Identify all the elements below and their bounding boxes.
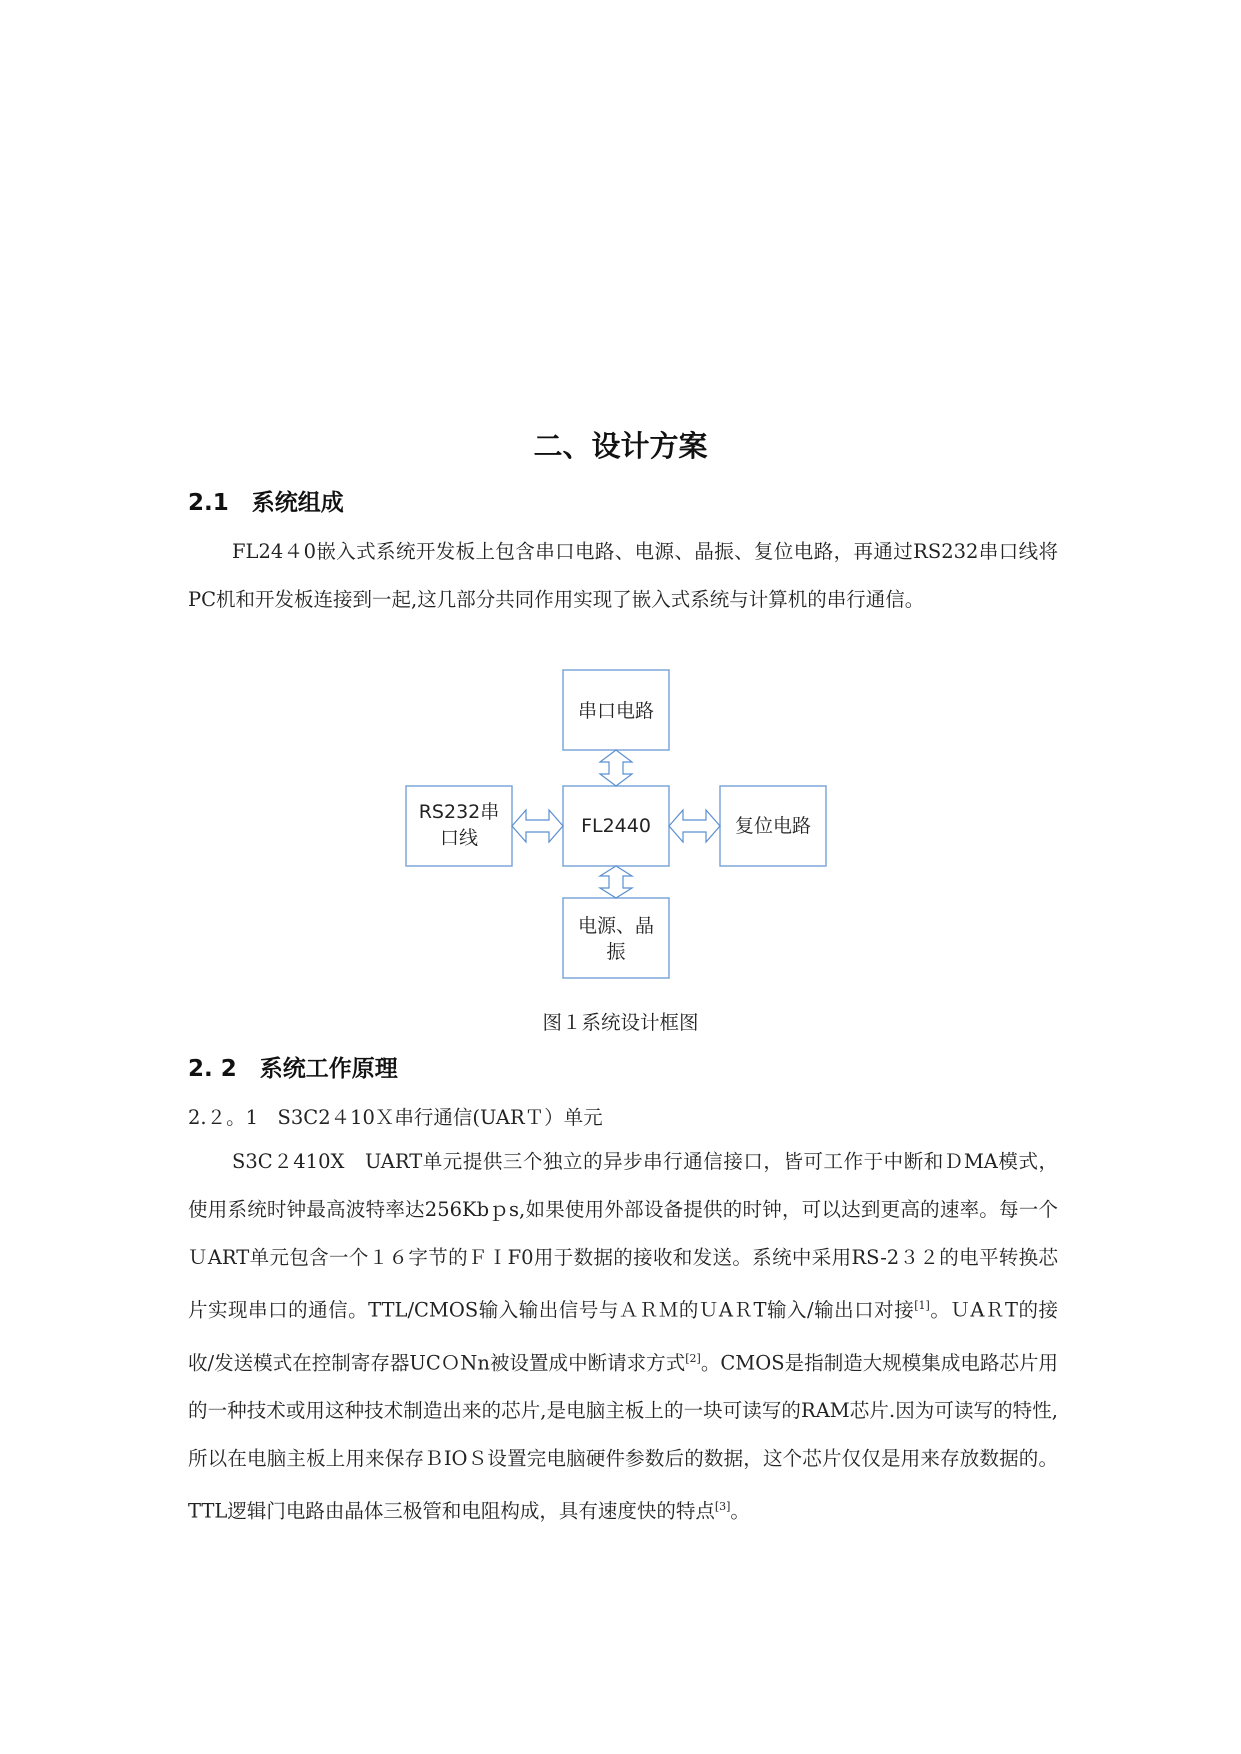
- double-arrow-top: [600, 750, 632, 786]
- paragraph-text-end: 。: [730, 1499, 750, 1523]
- citation-ref-1: [1]: [914, 1299, 930, 1312]
- section-2-1-paragraph: FL24４0嵌入式系统开发板上包含串口电路、电源、晶振、复位电路，再通过RS232串口线将PC机和开发板连接到一起,这几部分共同作用实现了嵌入式系统与计算机的串行通信。: [188, 540, 1058, 611]
- double-arrow-bottom: [600, 866, 632, 898]
- label-power-crystal-line2: 振: [606, 941, 626, 963]
- subsection-heading-2-2-1: 2.２。1 S3C2４10Ｘ串行通信(UARＴ）单元: [188, 1106, 603, 1129]
- label-rs232-line2: 口线: [439, 827, 479, 849]
- double-arrow-right: [669, 810, 720, 842]
- double-arrow-left: [512, 810, 563, 842]
- paragraph-text-part3: 。CMOS是指制造大规模集成电路芯片用的一种技术或用这种技术制造出来的芯片,是电脑主板上的一块可读写的RAM芯片.因为可读写的特性,所以在电脑主板上用来保存ＢIOＳ设置完电脑硬件参数后的数据，这个芯片仅仅是用来存放数据的。TTL逻辑门电路由晶体三极管和电阻构成，具有速度快的特点: [188, 1351, 1058, 1523]
- label-reset-circuit: 复位电路: [734, 815, 812, 837]
- paragraph-text-part2: 。ＵAＲT的接收/发送模式在控制寄存器UCＯNn被设置成中断请求方式: [188, 1298, 1058, 1374]
- figure-caption: 图１系统设计框图: [542, 1011, 699, 1034]
- label-power-crystal-line1: 电源、晶: [577, 915, 655, 937]
- section-heading-2-1: 2.1 系统组成: [188, 490, 344, 516]
- label-serial-circuit: 串口电路: [577, 700, 655, 722]
- chapter-title: 二、设计方案: [533, 429, 708, 463]
- box-rs232-cable: [406, 786, 512, 866]
- citation-ref-2: [2]: [685, 1351, 701, 1365]
- paragraph-text-part1: S3C２410X UART单元提供三个独立的异步串行通信接口，皆可工作于中断和ＤMA模式，使用系统时钟最高波特率达256Kbｐs,如果使用外部设备提供的时钟，可以达到更高的速率。每一个ＵART单元包含一个１６字节的ＦＩF0用于数据的接收和发送。系统中采用RS-2３２的电平转换芯片实现串口的通信。TTL/CMOS输入输出信号与ＡＲＭ的ＵAＲT输入/输出口对接: [188, 1150, 1058, 1322]
- label-rs232-line1: RS232串: [418, 801, 500, 823]
- section-heading-2-2: 2. 2 系统工作原理: [188, 1056, 398, 1082]
- citation-ref-3: [3]: [714, 1500, 731, 1513]
- label-fl2440: FL2440: [581, 815, 651, 837]
- box-power-crystal: [563, 898, 669, 978]
- section-2-2-paragraph: [188, 1138, 1058, 1536]
